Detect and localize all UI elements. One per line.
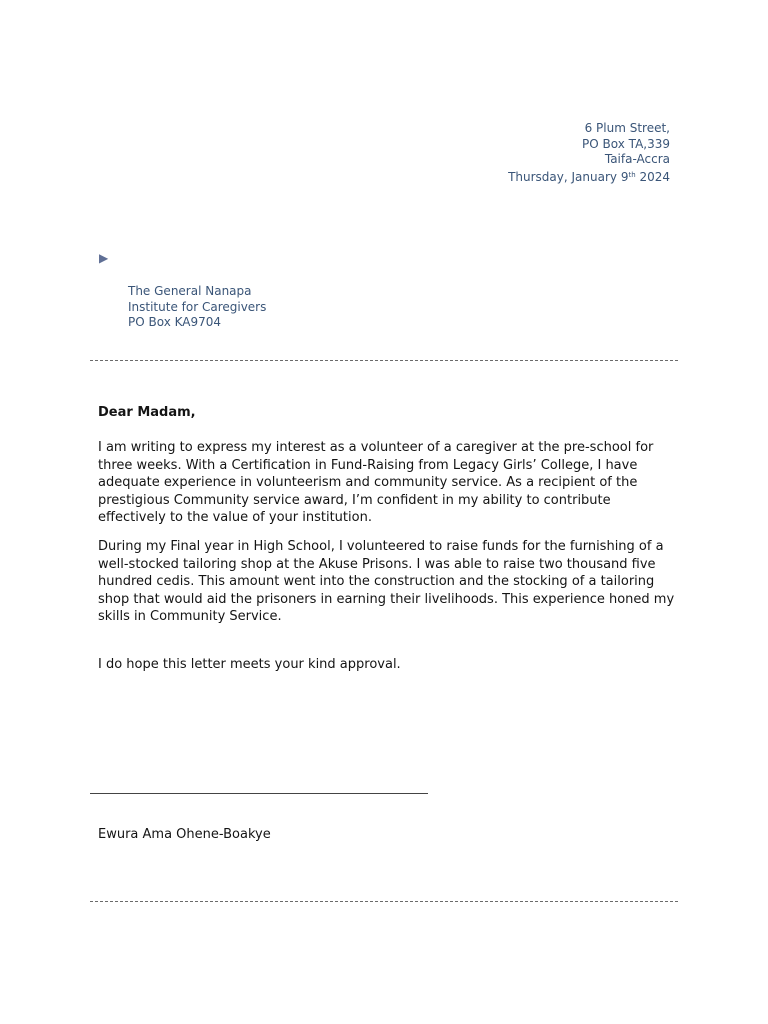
signature-line <box>90 793 428 794</box>
top-dashed-divider <box>90 360 678 361</box>
sender-address <box>370 121 670 185</box>
signer-name: Ewura Ama Ohene-Boakye <box>98 827 271 842</box>
letter-paragraph-2: During my Final year in High School, I volunteered to raise funds for the furnishing of a well-stocked tailoring shop at the Akuse Prisons. I was able to raise two thousand five hundred cedis. This amount went into the construction and the stocking of a tailoring shop that would aid the prisoners in earning their livelihoods. This experience honed my skills in Community Service. <box>98 539 675 624</box>
date-prefix: Thursday, January 9 <box>508 169 629 184</box>
letter-paragraph-1: I am writing to express my interest as a volunteer of a caregiver at the pre-school for three weeks. With a Certification in Fund-Raising from Legacy Girls’ College, I have adequate experience in volunteerism and community service. As a recipient of the prestigious Community service award, I’m confident in my ability to contribute effectively to the value of your institution. <box>98 440 654 525</box>
recipient-po-box: PO Box KA9704 <box>128 315 222 330</box>
triangle-right-icon: ▶ <box>99 251 109 265</box>
bottom-dashed-divider <box>90 901 678 902</box>
sender-city: Taifa-Accra <box>604 152 670 167</box>
date-year: 2024 <box>635 169 670 184</box>
salutation: Dear Madam, <box>98 405 196 420</box>
date-ordinal-suffix: th <box>628 170 636 179</box>
recipient-name: The General Nanapa <box>128 284 252 298</box>
letter-date <box>370 168 670 186</box>
closing-line: I do hope this letter meets your kind approval. <box>98 657 401 672</box>
recipient-organization: Institute for Caregivers <box>128 299 267 314</box>
recipient-address <box>128 284 266 331</box>
sender-street: 6 Plum Street, <box>584 121 670 135</box>
sender-po-box: PO Box TA,339 <box>582 136 670 151</box>
